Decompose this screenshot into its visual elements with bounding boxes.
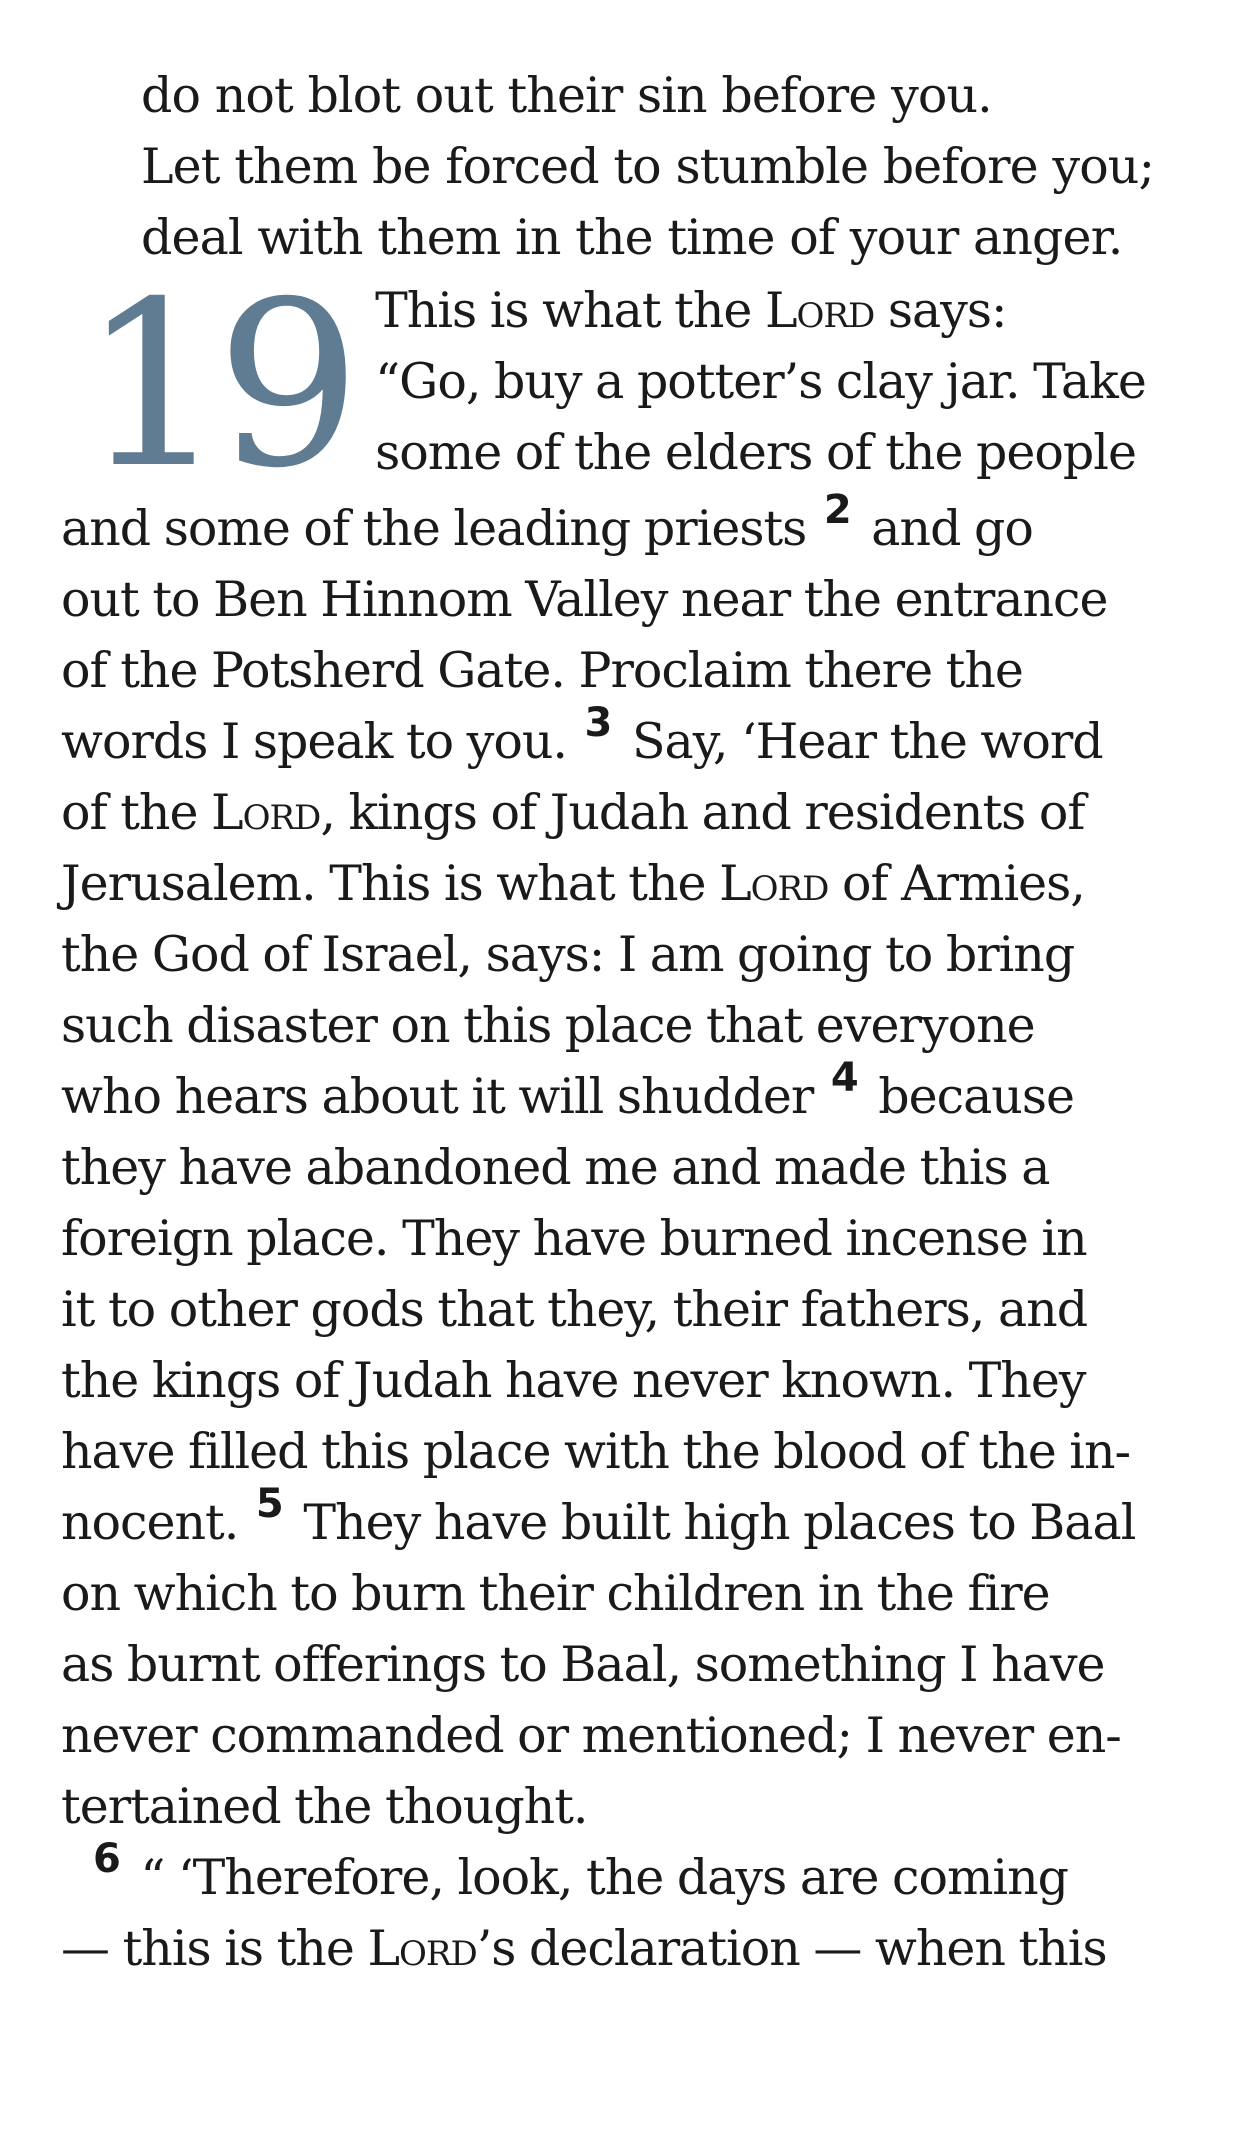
chapter-block <box>61 252 1192 1984</box>
text-line: words I speak to you. $^3$ Say, ‘Hear the word <box>61 700 1103 770</box>
text-line: tertained the thought. <box>61 1778 588 1835</box>
text-line: the kings of Judah have never known. They <box>61 1352 1086 1409</box>
text-line: such disaster on this place that everyone <box>61 997 1035 1054</box>
text-line: they have abandoned me and made this a <box>61 1139 1050 1196</box>
chapter-number: 19 <box>81 252 352 518</box>
text-line: the God of Israel, says: I am going to bring <box>61 926 1075 983</box>
text-line: who hears about it will shudder $^4$ because <box>61 1055 1075 1125</box>
text-line: of the Lord, kings of Judah and residents of <box>61 784 1085 841</box>
text-line: on which to burn their children in the fire <box>61 1565 1050 1622</box>
text-line: some of the elders of the people <box>375 424 1136 481</box>
lord-small-caps: Lord <box>764 282 875 339</box>
prose-text <box>61 252 1192 1984</box>
text-line: — this is the Lord’s declaration — when this <box>61 1920 1107 1977</box>
text-line: nocent. $^5$ They have built high places to Baal <box>61 1481 1136 1551</box>
text-line: as burnt offerings to Baal, something I have <box>61 1636 1105 1693</box>
verse-number[interactable]: 6 <box>93 1836 121 1882</box>
text-line: Jerusalem. This is what the Lord of Armies, <box>61 855 1085 912</box>
lord-small-caps: Lord <box>367 1920 477 1977</box>
verse-number[interactable]: 3 <box>584 700 613 746</box>
poetry-block <box>61 60 1192 273</box>
text-line: never commanded or mentioned; I never en- <box>61 1707 1121 1764</box>
text-line: out to Ben Hinnom Valley near the entrance <box>61 571 1108 628</box>
text-line: This is what the Lord says: <box>375 282 1007 339</box>
lord-small-caps: Lord <box>719 855 829 912</box>
text-line: “Go, buy a potter’s clay jar. Take <box>375 353 1146 410</box>
text-line: $^6$ “ ‘Therefore, look, the days are coming <box>93 1836 1069 1906</box>
poetry-line: deal with them in the time of your anger. <box>141 209 1123 266</box>
verse-number[interactable]: 4 <box>830 1055 859 1101</box>
poetry-line: do not blot out their sin before you. <box>141 67 992 124</box>
text-line: of the Potsherd Gate. Proclaim there the <box>61 642 1023 699</box>
verse-number[interactable]: 5 <box>255 1481 284 1527</box>
text-line: foreign place. They have burned incense in <box>61 1210 1087 1267</box>
text-line: and some of the leading priests $^2$ and go <box>61 487 1033 557</box>
lord-small-caps: Lord <box>211 784 321 841</box>
text-line: it to other gods that they, their fathers, and <box>61 1281 1088 1338</box>
verse-number[interactable]: 2 <box>823 487 852 533</box>
text-line: have filled this place with the blood of the in- <box>61 1423 1131 1480</box>
poetry-line: Let them be forced to stumble before you; <box>141 138 1155 195</box>
